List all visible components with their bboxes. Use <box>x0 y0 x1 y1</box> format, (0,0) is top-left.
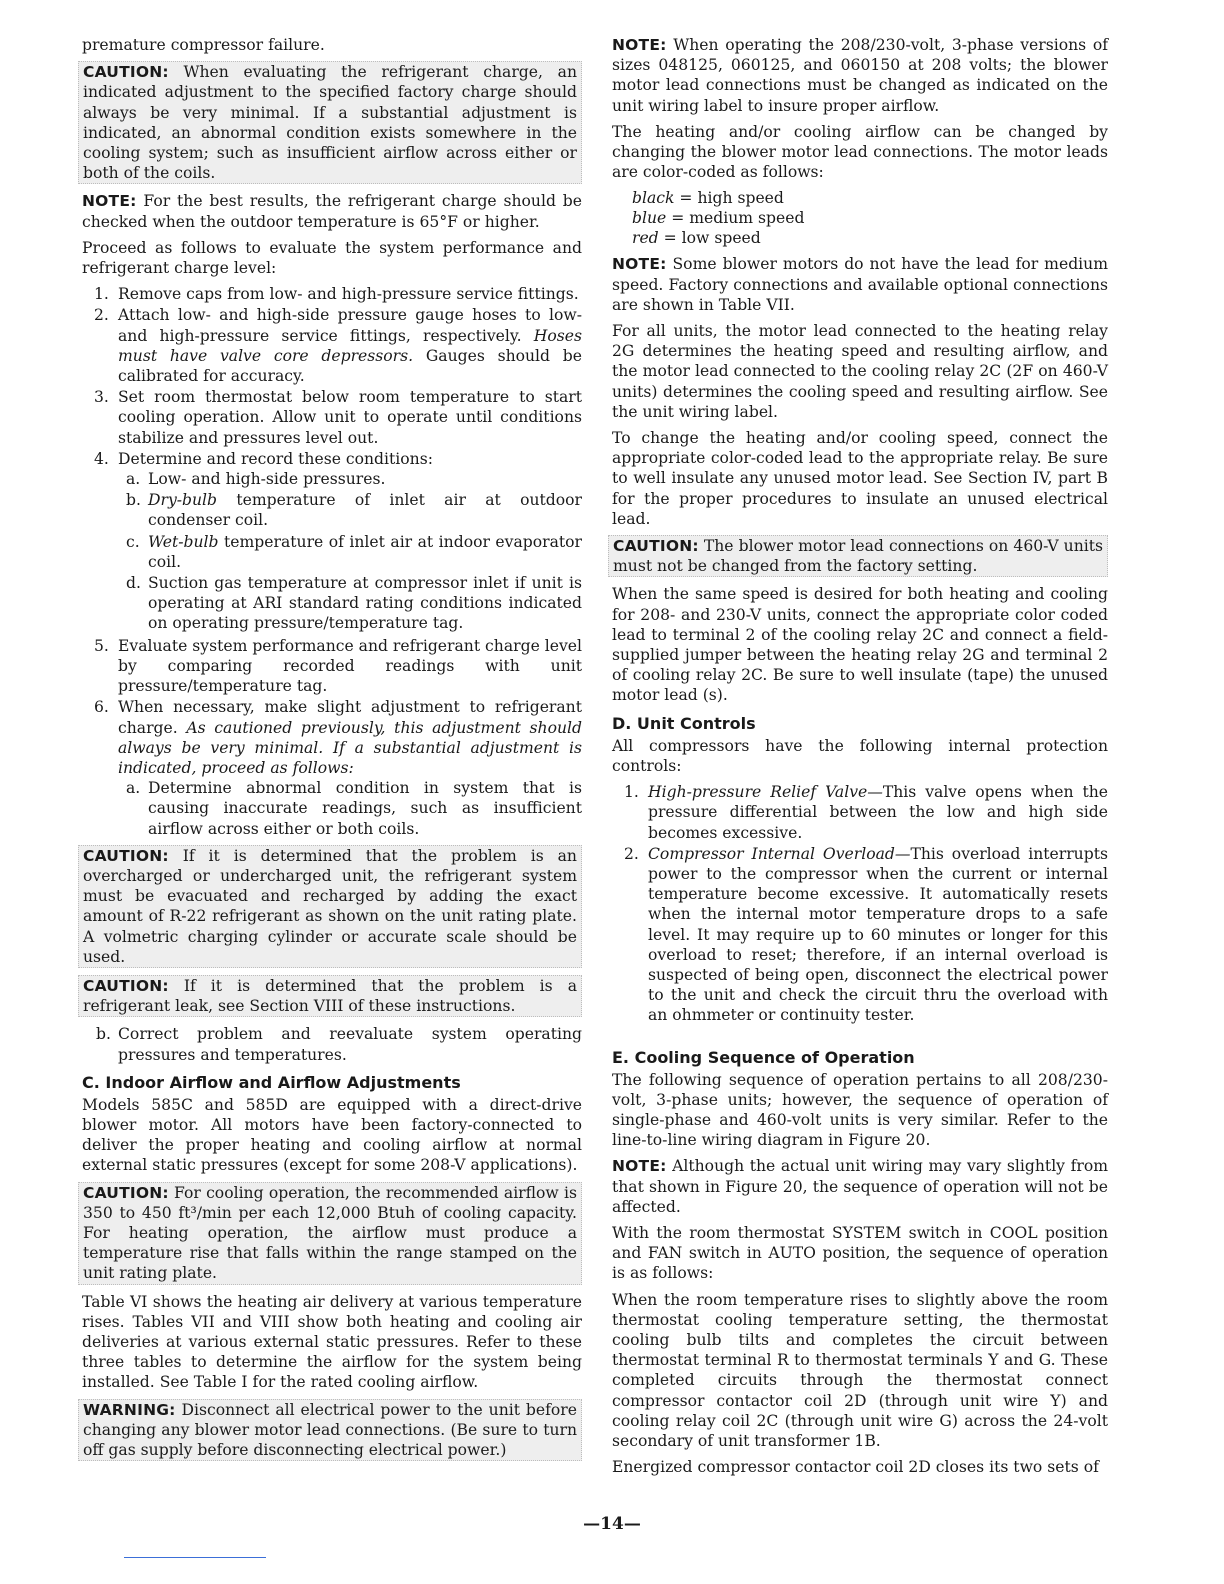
caution-text: If it is determined that the problem is a refrigerant leak, see Section VIII of these instructions. <box>83 976 577 1016</box>
paragraph: The heating and/or cooling airflow can be changed by changing the blower motor lead connections. The motor leads are color-coded as follows: <box>612 122 1108 182</box>
caution-text: When evaluating the refrigerant charge, an indicated adjustment to the specified factory charge should always be very minimal. If a substantial adjustment is indicated, an abnormal condition exists somewhere in the cooling system; such as insufficient airflow across either or both of the coils. <box>83 63 577 183</box>
note-text: For the best results, the refrigerant charge should be checked when the outdoor temperature is 65°F or higher. <box>82 192 582 231</box>
note-label: NOTE: <box>82 192 137 211</box>
caution-box <box>78 1182 582 1285</box>
sub-list <box>118 469 582 634</box>
warning-box <box>78 1399 582 1462</box>
caution-text: For cooling operation, the recommended airflow is 350 to 450 ft³/min per each 12,000 Btuh of cooling capacity. For heating operation, the airflow must produce a temperature rise that falls within the range stamped on the unit rating plate. <box>83 1183 578 1283</box>
list-item: b. Dry-bulb temperature of inlet air at outdoor condenser coil. <box>126 491 582 530</box>
caution-label: CAUTION: <box>83 1183 169 1202</box>
paragraph: To change the heating and/or cooling speed, connect the appropriate color-coded lead to the appropriate relay. Be sure to well insulate any unused motor lead. See Section IV, part B for the proper procedures to insulate an unused electrical lead. <box>612 429 1108 528</box>
left-column <box>82 35 582 1468</box>
page-number: —14— <box>583 1514 641 1534</box>
caution-label: CAUTION: <box>83 846 169 865</box>
speed-item: red = low speed <box>632 229 761 248</box>
list-item: b. Correct problem and reevaluate system operating pressures and temperatures. <box>96 1025 582 1064</box>
paragraph: The following sequence of operation pertains to all 208/230-volt, 3-phase units; however, the sequence of operation of single-phase and 460-volt units is very similar. Refer to the line-to-line wiring diagram in Figure 20. <box>612 1070 1108 1150</box>
note <box>612 35 1108 116</box>
procedure-list <box>82 284 582 838</box>
speed-item: blue = medium speed <box>632 209 805 228</box>
paragraph: Table VI shows the heating air delivery at various temperature rises. Tables VII and VIII show both heating and cooling air deliveries at various external static pressures. Refer to these three tables to determine the airflow for the system being installed. See Table I for the rated cooling airflow. <box>82 1292 582 1392</box>
paragraph: When the same speed is desired for both heating and cooling for 208- and 230-V units, connect the appropriate color coded lead to terminal 2 of the cooling relay 2C and connect a field-supplied jumper between the heating relay 2G and terminal 2 of cooling relay 2C. Be sure to well insulate (tape) the unused motor lead (s). <box>612 585 1108 705</box>
list-item: a. Determine abnormal condition in system that is causing inaccurate readings, such as insufficient airflow across either or both coils. <box>126 779 582 838</box>
list-item: c. Wet-bulb temperature of inlet air at indoor evaporator coil. <box>126 532 582 571</box>
speed-item: black = high speed <box>632 189 784 208</box>
caution-box <box>608 535 1108 577</box>
list-item: 4. Determine and record these conditions: a. Low- and high-side pressures. b. Dry-bulb temperature of inlet air at outdoor condenser coil. c. Wet-bulb temperature of inlet air at indoor evaporator coil. d. Suction gas temperature at compressor inlet if unit is operating at ARI standard rating conditions indicated on operating pressure/temperature tag. <box>94 449 582 633</box>
right-column <box>612 35 1108 1483</box>
list-item: 2. Attach low- and high-side pressure gauge hoses to low- and high-pressure service fittings, respectively. Hoses must have valve core depressors. Gauges should be calibrated for accuracy. <box>94 306 582 386</box>
note-text: Some blower motors do not have the lead for medium speed. Factory connections and available optional connections are shown in Table VII. <box>612 255 1108 314</box>
list-item: 1. High-pressure Relief Valve—This valve opens when the pressure differential between the low and high side becomes excessive. <box>624 783 1108 842</box>
note-label: NOTE: <box>612 1157 667 1176</box>
list-item: 1. Remove caps from low- and high-pressure service fittings. <box>94 285 579 304</box>
paragraph: Energized compressor contactor coil 2D closes its two sets of <box>612 1458 1099 1477</box>
controls-list <box>612 782 1108 1025</box>
caution-label: CAUTION: <box>83 63 169 82</box>
note-text: When operating the 208/230-volt, 3-phase versions of sizes 048125, 060125, and 060150 at 208 volts; the blower motor lead connections must be changed as indicated on the unit wiring label to insure proper airflow. <box>612 36 1108 115</box>
list-item: 3. Set room thermostat below room temperature to start cooling operation. Allow unit to operate until conditions stabilize and pressures level out. <box>94 388 582 447</box>
paragraph: With the room thermostat SYSTEM switch in COOL position and FAN switch in AUTO position, the sequence of operation is as follows: <box>612 1223 1108 1283</box>
list-item: 5. Evaluate system performance and refrigerant charge level by comparing recorded readings with unit pressure/temperature tag. <box>94 636 582 696</box>
note <box>82 191 582 231</box>
list-item: 2. Compressor Internal Overload—This overload interrupts power to the compressor when the current or internal temperature become excessive. It automatically resets when the internal motor temperature drops to a safe level. It may require up to 60 minutes or longer for this overload to reset; therefore, if an internal overload is suspected of being open, disconnect the electrical power to the unit and check the circuit thru the overload with an ohmmeter or continuity tester. <box>624 844 1108 1025</box>
caution-box <box>78 975 582 1017</box>
divider <box>124 1557 266 1558</box>
note <box>612 1156 1108 1217</box>
speed-color-list <box>632 188 1108 248</box>
list-item: d. Suction gas temperature at compressor inlet if unit is operating at ARI standard rating conditions indicated on operating pressure/temperature tag. <box>126 574 582 633</box>
paragraph: Proceed as follows to evaluate the system performance and refrigerant charge level: <box>82 238 582 278</box>
section-heading: C. Indoor Airflow and Airflow Adjustments <box>82 1072 461 1092</box>
section-heading: D. Unit Controls <box>612 713 756 733</box>
list-item: 6. When necessary, make slight adjustment to refrigerant charge. As cautioned previously, this adjustment should always be very minimal. If a substantial adjustment is indicated, proceed as follows: a. Determine abnormal condition in system that is causing inaccurate readings, such as insufficient airflow across either or both coils. <box>94 698 582 838</box>
caution-label: CAUTION: <box>613 537 699 556</box>
sub-list <box>118 778 582 839</box>
note <box>612 254 1108 315</box>
caution-text: If it is determined that the problem is an overcharged or undercharged unit, the refrigerant system must be evacuated and recharged by adding the exact amount of R-22 refrigerant as shown on the unit rating plate. A volmetric charging cylinder or accurate scale should be used. <box>83 846 577 966</box>
caution-box <box>78 61 582 184</box>
note-text: Although the actual unit wiring may vary slightly from that shown in Figure 20, the sequence of operation will not be affected. <box>612 1157 1108 1216</box>
caution-text: The blower motor lead connections on 460-V units must not be changed from the factory setting. <box>613 537 1103 576</box>
caution-box <box>78 845 582 968</box>
section-heading: E. Cooling Sequence of Operation <box>612 1047 915 1067</box>
note-label: NOTE: <box>612 36 667 54</box>
sub-list <box>88 1024 582 1064</box>
caution-label: CAUTION: <box>83 976 169 995</box>
paragraph: premature compressor failure. <box>82 36 325 54</box>
warning-label: WARNING: <box>83 1400 176 1419</box>
note-label: NOTE: <box>612 255 667 274</box>
paragraph: When the room temperature rises to slightly above the room thermostat cooling temperature setting, the thermostat cooling bulb tilts and completes the circuit between thermostat terminal R to thermostat terminals Y and G. These completed circuits through the thermostat connect compressor contactor coil 2D (through unit wire Y) and cooling relay coil 2C (through unit wire G) across the 24-volt secondary of unit transformer 1B. <box>612 1290 1108 1450</box>
paragraph: Models 585C and 585D are equipped with a direct-drive blower motor. All motors have been factory-connected to deliver the proper heating and cooling airflow at normal external static pressures (except for some 208-V applications). <box>82 1095 582 1175</box>
list-item: a. Low- and high-side pressures. <box>126 470 386 489</box>
paragraph: All compressors have the following internal protection controls: <box>612 736 1108 775</box>
paragraph: For all units, the motor lead connected to the heating relay 2G determines the heating speed and resulting airflow, and the motor lead connected to the cooling relay 2C (2F on 460-V units) determines the cooling speed and resulting airflow. See the unit wiring label. <box>612 322 1108 421</box>
warning-text: Disconnect all electrical power to the unit before changing any blower motor lead connections. (Be sure to turn off gas supply before disconnecting electrical power.) <box>83 1400 577 1459</box>
